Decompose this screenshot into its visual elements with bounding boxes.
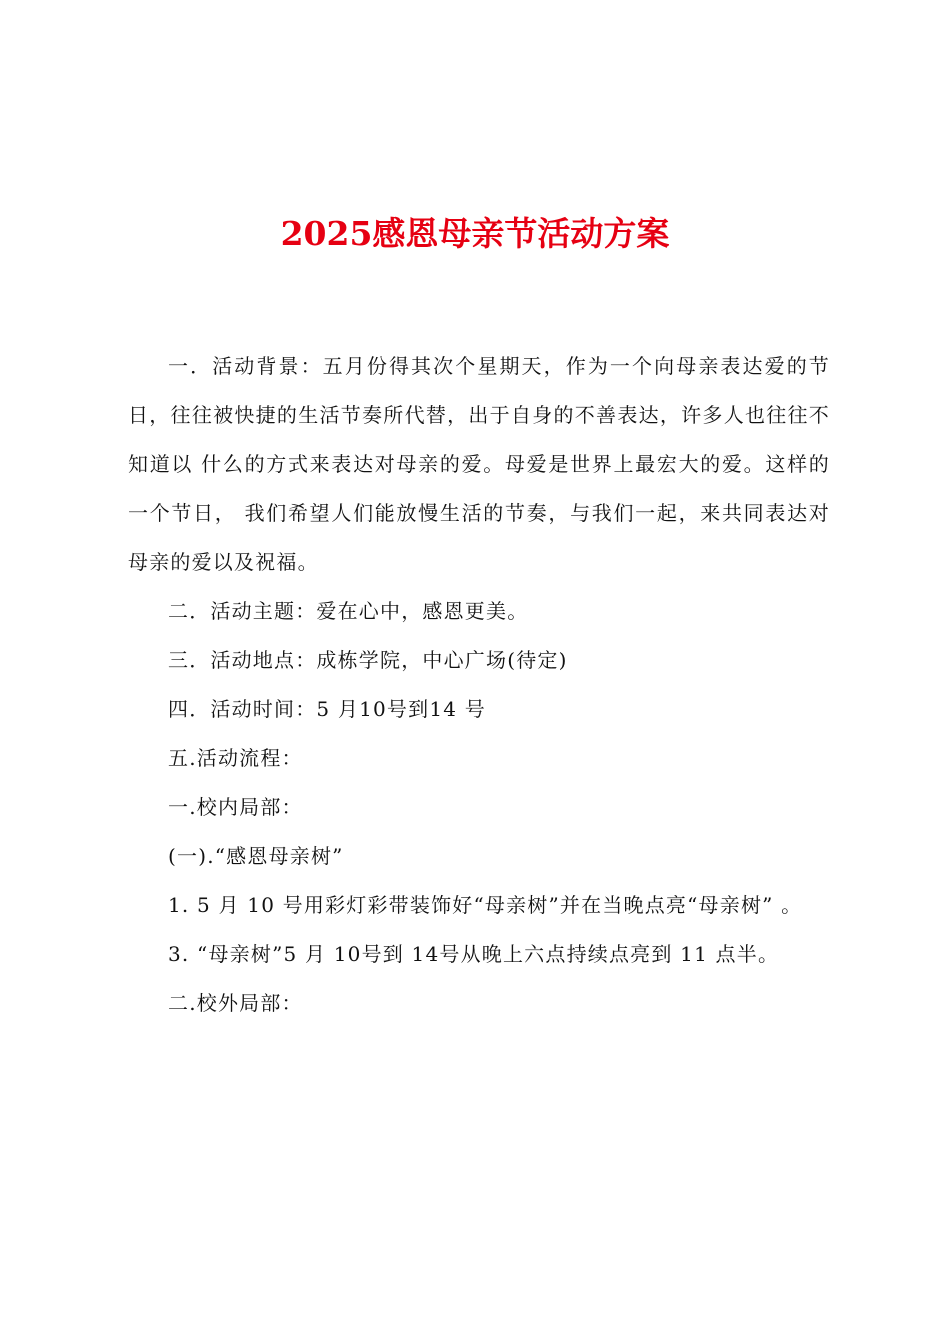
- paragraph-theme: 二．活动主题：爱在心中，感恩更美。: [168, 599, 529, 623]
- paragraph-background: 一．活动背景：五月份得其次个星期天，作为一个向母亲表达爱的节日，往往被快捷的生活节奏所代替，出于自身的不善表达，许多人也往往不知道以 什么的方式来表达对母亲的爱。母爱是世界上最宏大的爱。这样的一个节日， 我们希望人们能放慢生活的节奏，与我们一起，来共同表达对母亲的爱以及祝福。: [128, 354, 830, 574]
- paragraph-mother-tree: (一).“感恩母亲树”: [168, 844, 344, 868]
- document-body: [128, 342, 830, 1028]
- paragraph-step-1: 1. 5 月 10 号用彩灯彩带装饰好“母亲树”并在当晚点亮“母亲树” 。: [168, 893, 803, 917]
- paragraph-process: 五.活动流程：: [168, 746, 303, 770]
- paragraph-offcampus-section: 二.校外局部：: [168, 991, 303, 1015]
- document-title: 2025感恩母亲节活动方案: [280, 214, 670, 253]
- paragraph-time: 四．活动时间：5 月10号到14 号: [168, 697, 486, 721]
- paragraph-location: 三．活动地点：成栋学院，中心广场(待定): [168, 648, 568, 672]
- paragraph-step-3: 3. “母亲树”5 月 10号到 14号从晚上六点持续点亮到 11 点半。: [168, 942, 780, 966]
- paragraph-campus-section: 一.校内局部：: [168, 795, 303, 819]
